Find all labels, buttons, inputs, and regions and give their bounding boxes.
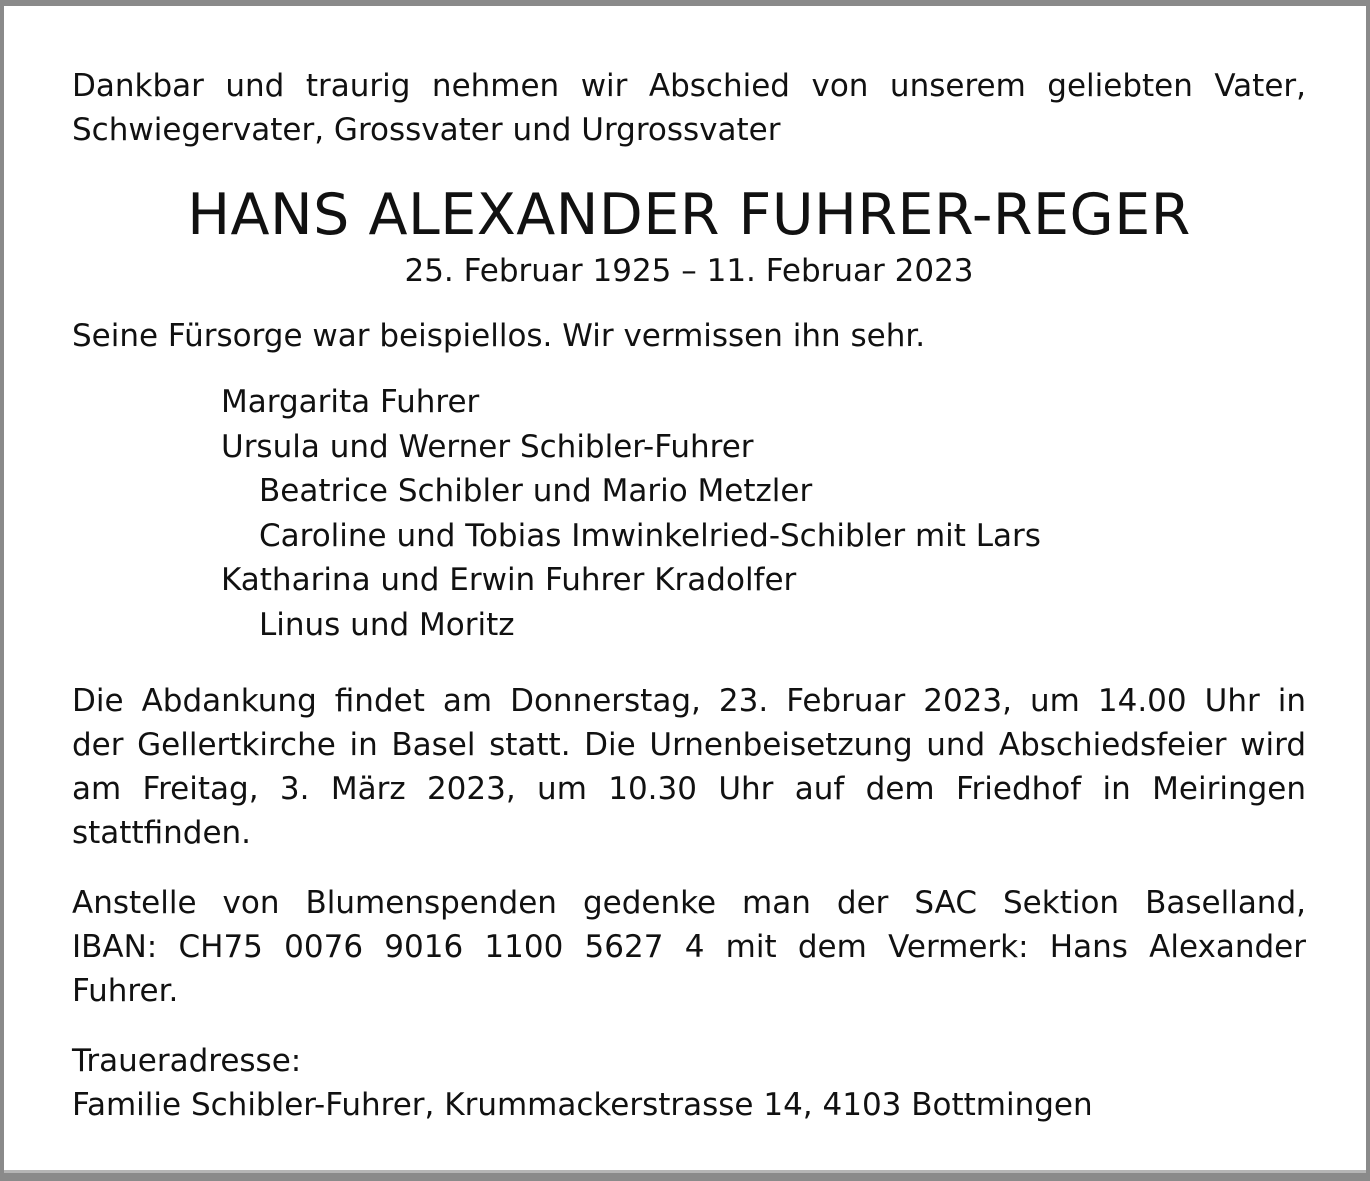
donation-text: [72, 881, 1306, 1013]
intro-line-2: Schwiegervater, Grossvater und Urgrossvater: [72, 112, 781, 148]
donation-line: IBAN: CH75 0076 9016 1100 5627 4 mit dem Vermerk: Hans Alexander: [72, 928, 1306, 965]
donation-line: Anstelle von Blumenspenden gedenke man der SAC Sektion Baselland,: [72, 884, 1306, 921]
ceremony-line: am Freitag, 3. März 2023, um 10.30 Uhr auf dem Friedhof in Meiringen: [72, 770, 1306, 807]
address-value: Familie Schibler-Fuhrer, Krummackerstrasse 14, 4103 Bottmingen: [72, 1086, 1093, 1123]
mourner-entry: Margarita Fuhrer: [221, 384, 480, 420]
ceremony-text: [72, 679, 1306, 855]
frame-bottom-edge: [4, 1170, 1366, 1173]
mourner-entry: Linus und Moritz: [259, 606, 515, 643]
notice-content: [72, 64, 1306, 1127]
life-dates: 25. Februar 1925 – 11. Februar 2023: [404, 253, 974, 289]
mourner-entry: Ursula und Werner Schibler-Fuhrer: [221, 428, 754, 465]
motto-text: Seine Fürsorge war beispiellos. Wir vermissen ihn sehr.: [72, 318, 926, 354]
deceased-name: HANS ALEXANDER FUHRER-REGER: [187, 182, 1191, 248]
mourning-address: [72, 1039, 1306, 1127]
mourner-entry: Caroline und Tobias Imwinkelried-Schibler mit Lars: [259, 517, 1041, 554]
ceremony-line: Die Abdankung findet am Donnerstag, 23. Februar 2023, um 14.00 Uhr in: [72, 682, 1306, 719]
ceremony-line: der Gellertkirche in Basel statt. Die Urnenbeisetzung und Abschiedsfeier wird: [72, 726, 1306, 763]
mourner-entry: Katharina und Erwin Fuhrer Kradolfer: [221, 562, 797, 599]
address-label: Traueradresse:: [72, 1042, 302, 1079]
ceremony-line: stattfinden.: [72, 814, 252, 851]
mourner-entry: Beatrice Schibler und Mario Metzler: [259, 473, 813, 510]
intro-text: [72, 64, 1306, 152]
donation-line: Fuhrer.: [72, 972, 179, 1009]
intro-line-1: Dankbar und traurig nehmen wir Abschied von unserem geliebten Vater,: [72, 68, 1306, 104]
mourners-list: [72, 380, 1306, 648]
